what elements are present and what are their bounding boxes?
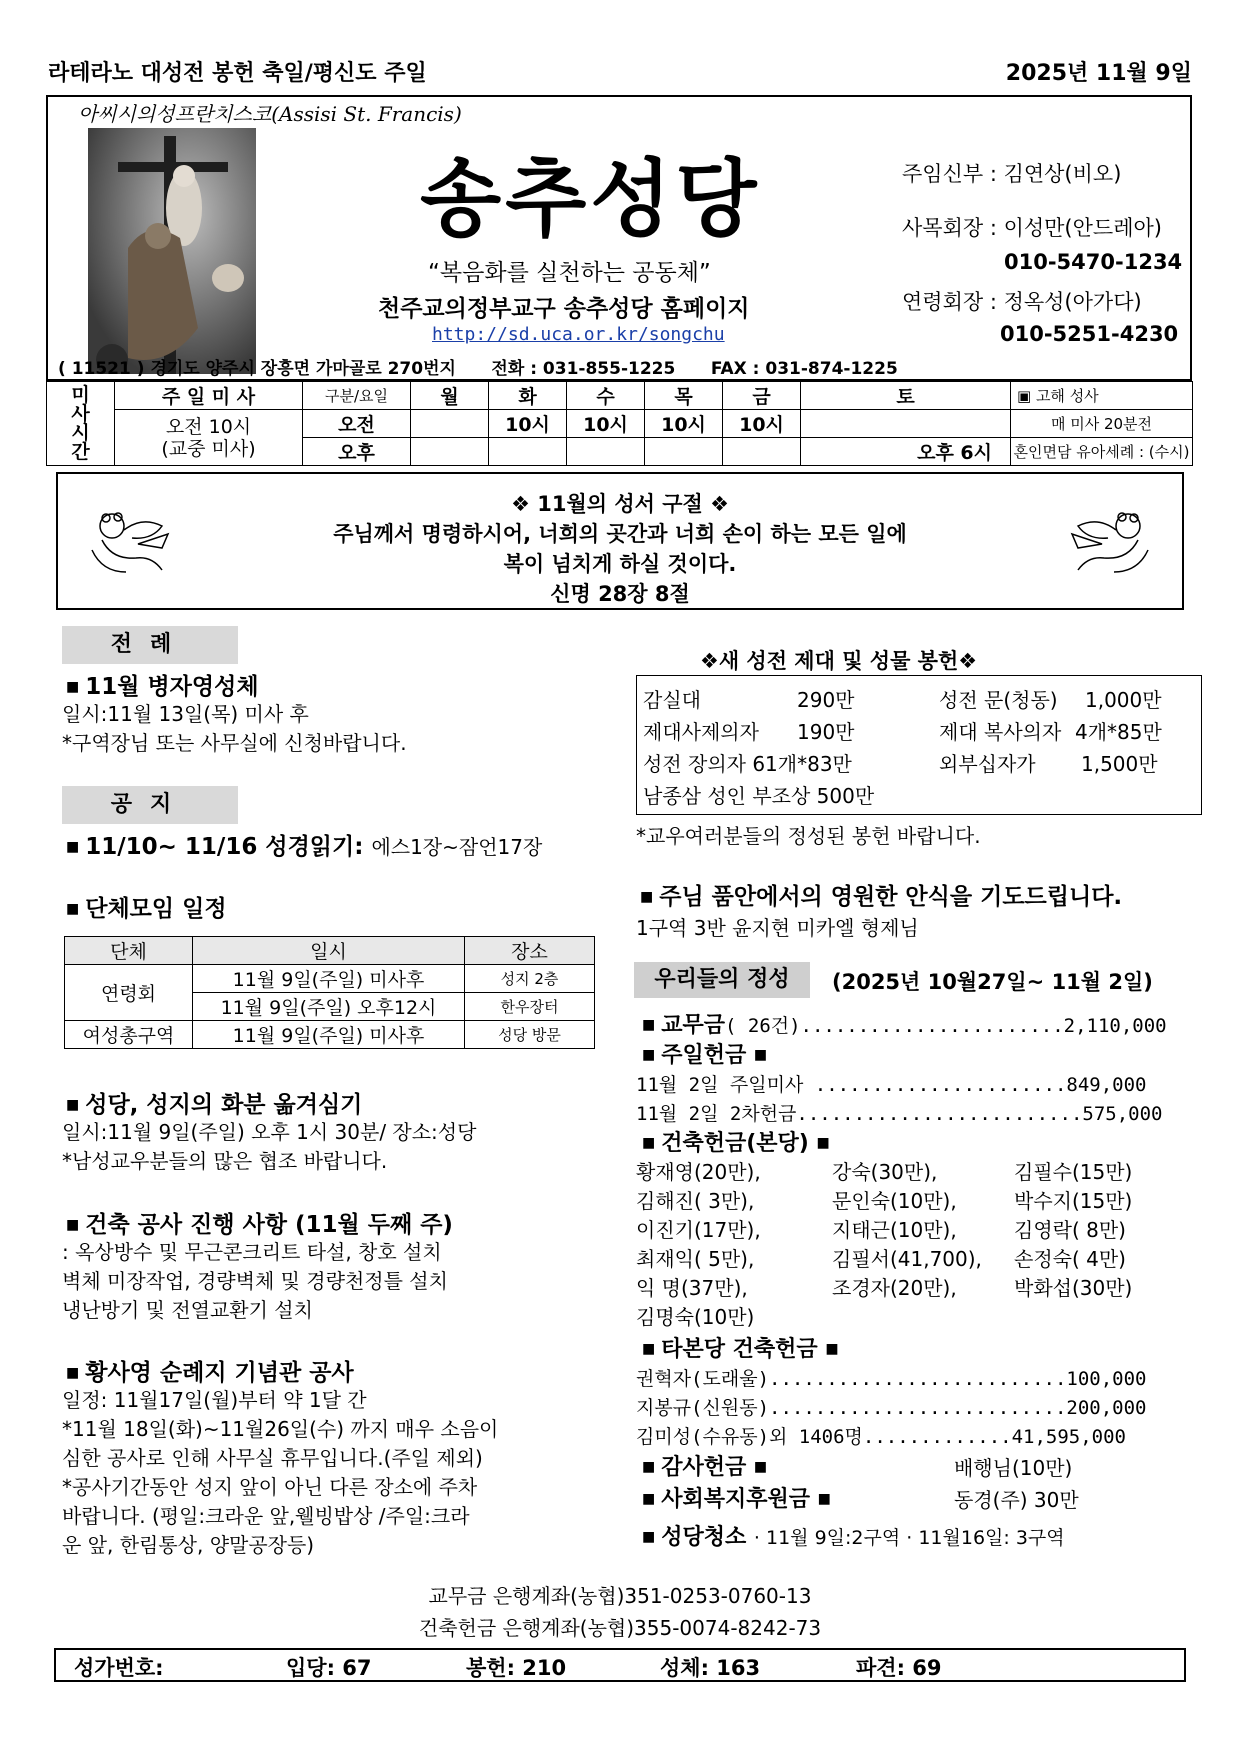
pm-mon [411,438,489,466]
sunday-mass-time: 오전 10시 (교중 미사) [115,410,303,466]
verse-reference: 신명 28장 8절 [550,582,690,606]
bible-reading-heading: ■ 11/10~ 11/16 성경읽기: 에스1장~잠언17장 [66,834,543,860]
day-tue: 화 [489,382,567,410]
pm-sat: 오후 6시 [801,438,1011,466]
pm-thu [645,438,723,466]
bullet-square-icon: ■ [66,679,80,695]
saint-francis-painting [88,128,256,374]
bullet-square-icon: ■ [642,1017,656,1033]
construction-body: : 옥상방수 및 무근콘크리트 타설, 창호 설치 벽체 미장작업, 경량벽체 및 경량천정틀 설치 냉난방기 및 전열교환기 설치 [62,1240,448,1322]
thanks-offering-detail: 배행님(10만) [954,1456,1073,1480]
bullet-square-icon: ■ [66,1097,80,1113]
bible-reading-range: 에스1장~잠언17장 [371,835,543,859]
bullet-square-icon: ■ [642,1491,656,1507]
bullet-square-icon: ■ [66,901,80,917]
am-thu: 10시 [645,410,723,438]
tithe-row: ■ 교무금( 26건).......................2,110,000 [642,1013,1167,1038]
confession-time: 매 미사 20분전 [1011,410,1193,438]
sick-communion-body: 일시:11월 13일(목) 미사 후 *구역장님 또는 사무실에 신청바랍니다. [62,702,407,755]
hymn-dismissal: 파견: 69 [856,1656,942,1680]
council-phone: 010-5470-1234 [1004,250,1183,274]
bulletin-date: 2025년 11월 9일 [1005,61,1192,86]
bullet-square-icon: ■ [825,1341,839,1357]
bullet-square-icon: ■ [642,1047,656,1063]
church-slogan: “복음화를 실천하는 공동체” [428,260,711,286]
other-parish-row: 지봉규(신원동)..........................200,000 [636,1397,1147,1419]
contributions-period: (2025년 10월27일~ 11월 2일) [832,970,1153,994]
bullet-square-icon: ■ [66,839,80,855]
liturgy-tab: 전례 [62,626,238,664]
sunday-mass-header: 주 일 미 사 [115,382,303,410]
bullet-square-icon: ■ [642,1341,656,1357]
notice-tab: 공지 [62,786,238,824]
memorial-heading: ■ 황사영 순례지 기념관 공사 [66,1360,354,1386]
am-mon [411,410,489,438]
schedule-col-header: 구분/요일 [303,382,411,410]
church-address: ( 11521 ) 경기도 양주시 장흥면 가마골로 270번지 전화 : 031-855-1225 FAX : 031-874-1225 [58,359,898,379]
sick-communion-heading: ■ 11월 병자영성체 [66,674,259,700]
day-mon: 월 [411,382,489,410]
pastor: 주임신부 : 김연상(비오) [902,162,1122,186]
tithe-bank-account: 교무금 은행계좌(농협)351-0253-0760-13 [428,1584,812,1608]
building-bank-account: 건축헌금 은행계좌(농협)355-0074-8242-73 [418,1616,822,1640]
cleaning-detail: · 11월 9일:2구역 · 11월16일: 3구역 [753,1527,1065,1549]
bullet-square-icon: ■ [642,1529,656,1545]
sunday-offering-heading: ■ 주일헌금 ■ [642,1043,768,1068]
hymn-communion: 성체: 163 [660,1656,761,1680]
prayer-name: 1구역 3반 윤지현 미카엘 형제님 [636,916,919,940]
occasion-title: 라테라노 대성전 봉헌 축일/평신도 주일 [48,61,427,86]
dedication-title: ❖새 성전 제대 및 성물 봉헌❖ [700,649,978,673]
day-fri: 금 [723,382,801,410]
pm-tue [489,438,567,466]
diocese-homepage-label: 천주교의정부교구 송추성당 홈페이지 [378,296,750,322]
table-row: 11월 9일(주일) 오후12시 한우장터 [65,993,595,1021]
group-col-time: 일시 [193,937,465,965]
cleaning-heading: ■ 성당청소 · 11월 9일:2구역 · 11월16일: 3구역 [642,1525,1065,1550]
day-sat: 토 [801,382,1011,410]
sunday-offering-row: 11월 2일 주일미사 ......................849,000 [636,1074,1147,1096]
dedication-box: 감실대 290만 성전 문(청동) 1,000만 제대사제의자 190만 제대 복사의자 4개*85만 성전 장의자 61개*83만 외부십자가 1,500만 남종삼 성인 부조상 500만 [636,675,1202,815]
pm-fri [723,438,801,466]
memorial-body: 일정: 11월17일(월)부터 약 1달 간 *11월 18일(화)~11월26일(수) 까지 매우 소음이 심한 공사로 인해 사무실 휴무입니다.(주일 제외) *공사기간동안 성지 앞이 아닌 다른 장소에 주차 바랍니다. (평일:크라운 앞,웰빙밥상 /주일:크라 운 앞, 한림통상, 양말공장등) [62,1388,499,1557]
bullet-square-icon: ■ [817,1491,831,1507]
table-row: 여성총구역 11월 9일(주일) 미사후 성당 방문 [65,1021,595,1049]
pm-wed [567,438,645,466]
group-col-name: 단체 [65,937,193,965]
hymn-offertory: 봉헌: 210 [466,1656,567,1680]
contributions-tab: 우리들의 정성 [634,962,810,998]
plant-body: 일시:11월 9일(주일) 오후 1시 30분/ 장소:성당 *남성교우분들의 많은 협조 바랍니다. [62,1120,477,1173]
am-tue: 10시 [489,410,567,438]
am-label: 오전 [303,410,411,438]
sunday-offering-row: 11월 2일 2차헌금.........................575,000 [636,1103,1163,1125]
church-name: 송추성당 [420,150,761,248]
monthly-verse-box [56,472,1184,610]
verse-line-1: 주님께서 명령하시어, 너희의 곳간과 너희 손이 하는 모든 일에 [333,522,907,546]
verse-line-2: 복이 넘치게 하실 것이다. [503,552,737,576]
hymn-numbers-box [54,1648,1186,1682]
bullet-square-icon: ■ [640,889,654,905]
mass-side-label: 미 사 시 간 [47,382,115,466]
confession-title: ▣ 고해 성사 [1011,382,1193,410]
senior-phone: 010-5251-4230 [1000,322,1179,346]
other-parish-row: 권혁자(도래울)..........................100,000 [636,1368,1147,1390]
am-wed: 10시 [567,410,645,438]
bullet-square-icon: ■ [753,1459,768,1475]
am-fri: 10시 [723,410,801,438]
thanks-offering-heading: ■ 감사헌금 ■ [642,1455,768,1480]
pm-label: 오후 [303,438,411,466]
verse-title: ❖ 11월의 성서 구절 ❖ [511,492,729,516]
am-sat [801,410,1011,438]
dedication-note: *교우여러분들의 정성된 봉헌 바랍니다. [636,824,981,848]
bullet-square-icon: ■ [642,1135,656,1151]
council-chair: 사목회장 : 이성만(안드레아) [902,216,1162,240]
bullet-square-icon: ■ [642,1459,656,1475]
consultation-note: 혼인면담 유아세례 : (수시) [1011,438,1193,466]
other-parish-row: 김미성(수유동)외 1406명.............41,595,000 [636,1426,1127,1448]
saint-caption: 아씨시의성프란치스코(Assisi St. Francis) [78,102,462,126]
prayer-heading: ■ 주님 품안에서의 영원한 안식을 기도드립니다. [640,884,1123,910]
group-schedule-heading: ■ 단체모임 일정 [66,896,227,922]
group-col-place: 장소 [465,937,595,965]
hymn-entrance: 입당: 67 [286,1656,372,1680]
bullet-square-icon: ■ [66,1365,80,1381]
day-wed: 수 [567,382,645,410]
welfare-fund-detail: 동경(주) 30만 [954,1488,1079,1512]
day-thu: 목 [645,382,723,410]
bullet-square-icon: ■ [816,1135,830,1151]
senior-chair: 연령회장 : 정옥성(아가다) [902,290,1142,314]
mass-schedule-table [46,381,1193,466]
building-fund-heading: ■ 건축헌금(본당) ■ [642,1131,830,1156]
bullet-square-icon: ■ [66,1217,80,1233]
bullet-square-icon: ■ [753,1047,768,1063]
table-row: 연령회 11월 9일(주일) 미사후 성지 2층 [65,965,595,993]
building-fund-list: 황재영(20만), 강숙(30만), 김필수(15만) 김해진( 3만), 문인숙(10만), 박수지(15만) 이진기(17만), 지태근(10만), 김영락( 8만) 최재익( 5만), 김필서(41,700), 손정숙( 4만) 익 명(37만), 조경자(20만), 박화섭(30만) 김명숙(10만) [636,1160,1133,1329]
other-parish-fund-heading: ■ 타본당 건축헌금 ■ [642,1337,839,1362]
welfare-fund-heading: ■ 사회복지후원금 ■ [642,1487,831,1512]
hymn-label: 성가번호: [74,1656,164,1680]
construction-heading: ■ 건축 공사 진행 사항 (11월 두째 주) [66,1212,453,1238]
plant-heading: ■ 성당, 성지의 화분 옮겨심기 [66,1092,363,1118]
homepage-link[interactable]: http://sd.uca.or.kr/songchu [432,324,725,345]
group-schedule-table [64,936,595,1049]
